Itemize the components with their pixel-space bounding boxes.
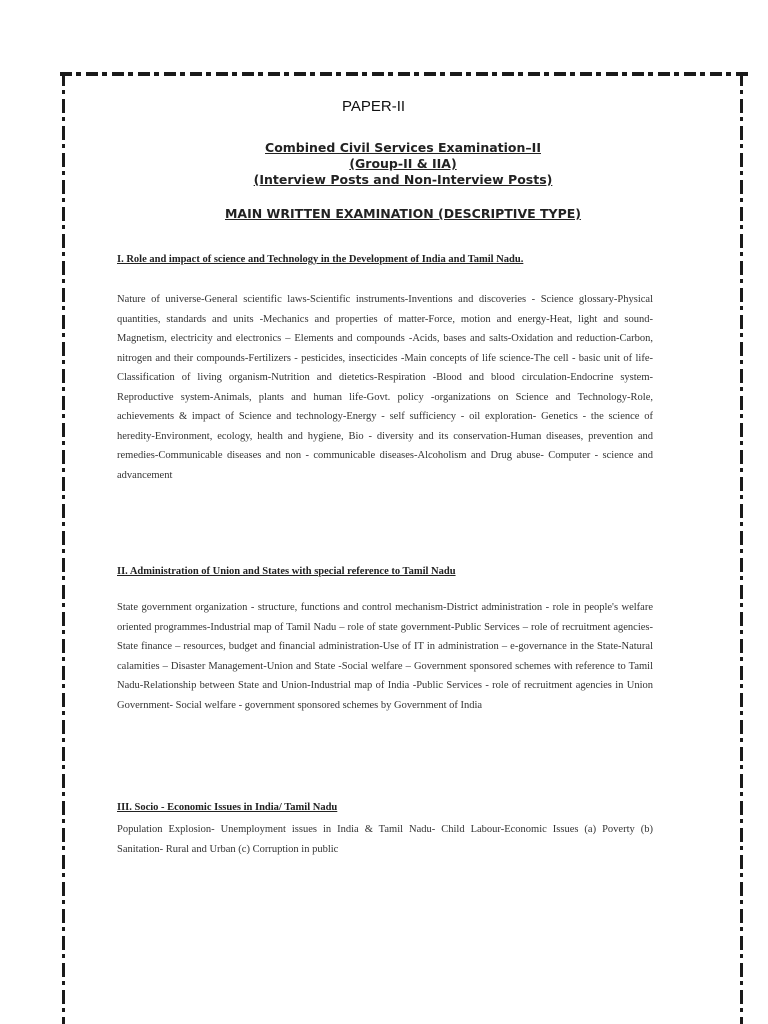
exam-posts: (Interview Posts and Non-Interview Posts)	[253, 172, 553, 187]
border-right	[740, 72, 743, 1024]
section-1-body: Nature of universe-General scientific laws-Scientific instruments-Inventions and discoveries - Science glossary-Physical quantities, standards and units -Mechanics and properties of matter-Force, motion and energy-Heat, light and sound-Magnetism, electricity and electronics – Elements and compounds -Acids, bases and salts-Oxidation and reduction-Carbon, nitrogen and their compounds-Fertilizers - pesticides, insecticides -Main concepts of life science-The cell - basic unit of life-Classification of living organism-Nutrition and dietetics-Respiration -Blood and blood circulation-Endocrine system-Reproductive system-Animals, plants and human life-Govt. policy -organizations on Science and Technology-Role, achievements & impact of Science and technology-Energy - self sufficiency - oil exploration- Genetics - the science of heredity-Environment, ecology, health and hygiene, Bio - diversity and its conservation-Human diseases, prevention and remedies-Communicable diseases and non - communicable diseases-Alcoholism and Drug abuse- Computer - science and advancement	[117, 294, 653, 481]
section-2-body: State government organization - structure, functions and control mechanism-District administration - role in people's welfare oriented programmes-Industrial map of Tamil Nadu – role of state government-Public Services – role of recruitment agencies-State finance – resources, budget and financial administration-Use of IT in administration – e-governance in the State-Natural calamities – Disaster Management-Union and State -Social welfare – Government sponsored schemes with reference to Tamil Nadu-Relationship between State and Union-Industrial map of India -Public Services - role of recruitment agencies in Union Government- Social welfare - government sponsored schemes by Government of India	[117, 602, 653, 711]
section-1-heading: I. Role and impact of science and Technology in the Development of India and Tamil Nadu.	[117, 254, 524, 265]
border-left	[62, 72, 65, 1024]
exam-title-block	[200, 140, 606, 188]
section-3-body: Population Explosion- Unemployment issues in India & Tamil Nadu- Child Labour-Economic Issues (a) Poverty (b) Sanitation- Rural and Urban (c) Corruption in public	[117, 824, 653, 855]
paper-label: PAPER-II	[342, 98, 406, 115]
border-top	[60, 72, 748, 76]
exam-title: Combined Civil Services Examination–II	[265, 140, 541, 155]
main-heading: MAIN WRITTEN EXAMINATION (DESCRIPTIVE TYPE)	[224, 206, 582, 221]
section-2-heading: II. Administration of Union and States with special reference to Tamil Nadu	[117, 566, 456, 577]
exam-group: (Group-II & IIA)	[349, 156, 457, 171]
section-3-heading: III. Socio - Economic Issues in India/ Tamil Nadu	[117, 802, 338, 813]
